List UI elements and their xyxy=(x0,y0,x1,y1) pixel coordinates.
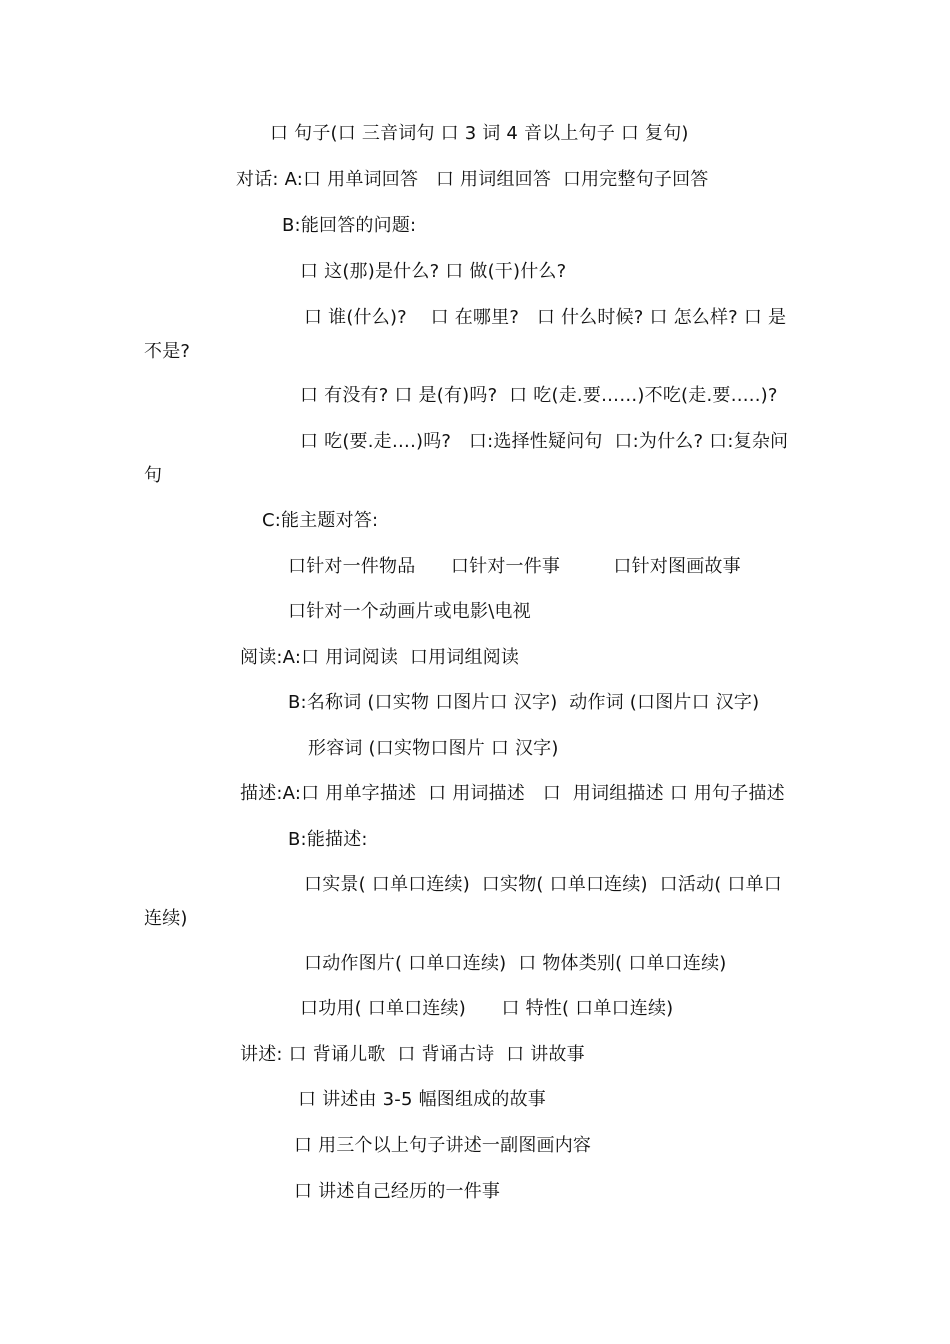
line-describe-3: 口功用( 口单口连续) 口 特性( 口单口连续) xyxy=(300,998,674,1019)
line-question-2: 口 谁(什么)? 口 在哪里? 口 什么时候? 口 怎么样? 口 是 xyxy=(304,307,787,328)
line-narrate-3: 口 讲述自己经历的一件事 xyxy=(294,1181,501,1202)
line-topic-1: 口针对一件物品 口针对一件事 口针对图画故事 xyxy=(288,556,741,577)
line-describe-a: 描述:A:口 用单字描述 口 用词描述 口 用词组描述 口 用句子描述 xyxy=(240,783,785,804)
line-dialogue-a: 对话: A:口 用单词回答 口 用词组回答 口用完整句子回答 xyxy=(236,169,709,190)
line-describe-1-cont: 连续) xyxy=(144,908,188,929)
line-describe-1: 口实景( 口单口连续) 口实物( 口单口连续) 口活动( 口单口 xyxy=(304,874,782,895)
line-narrate-1: 口 讲述由 3-5 幅图组成的故事 xyxy=(298,1089,546,1110)
line-dialogue-b: B:能回答的问题: xyxy=(282,215,417,236)
line-describe-b: B:能描述: xyxy=(288,829,368,850)
line-dialogue-c: C:能主题对答: xyxy=(262,510,379,531)
line-topic-2: 口针对一个动画片或电影\电视 xyxy=(288,601,531,622)
line-question-3: 口 有没有? 口 是(有)吗? 口 吃(走.要……)不吃(走.要…..)? xyxy=(300,385,778,406)
line-reading-adjective: 形容词 (口实物口图片 口 汉字) xyxy=(308,738,559,759)
line-question-4: 口 吃(要.走….)吗? 口:选择性疑问句 口:为什么? 口:复杂问 xyxy=(300,431,789,452)
line-question-4-cont: 句 xyxy=(144,465,163,486)
line-describe-2: 口动作图片( 口单口连续) 口 物体类别( 口单口连续) xyxy=(304,953,727,974)
line-question-1: 口 这(那)是什么? 口 做(干)什么? xyxy=(300,261,567,282)
line-sentence: 口 句子(口 三音词句 口 3 词 4 音以上句子 口 复句) xyxy=(270,123,689,144)
line-narrate: 讲述: 口 背诵儿歌 口 背诵古诗 口 讲故事 xyxy=(240,1044,585,1065)
line-question-2-cont: 不是? xyxy=(144,341,191,362)
line-reading-b: B:名称词 (口实物 口图片口 汉字) 动作词 (口图片口 汉字) xyxy=(288,692,760,713)
line-narrate-2: 口 用三个以上句子讲述一副图画内容 xyxy=(294,1135,592,1156)
line-reading-a: 阅读:A:口 用词阅读 口用词组阅读 xyxy=(240,647,520,668)
